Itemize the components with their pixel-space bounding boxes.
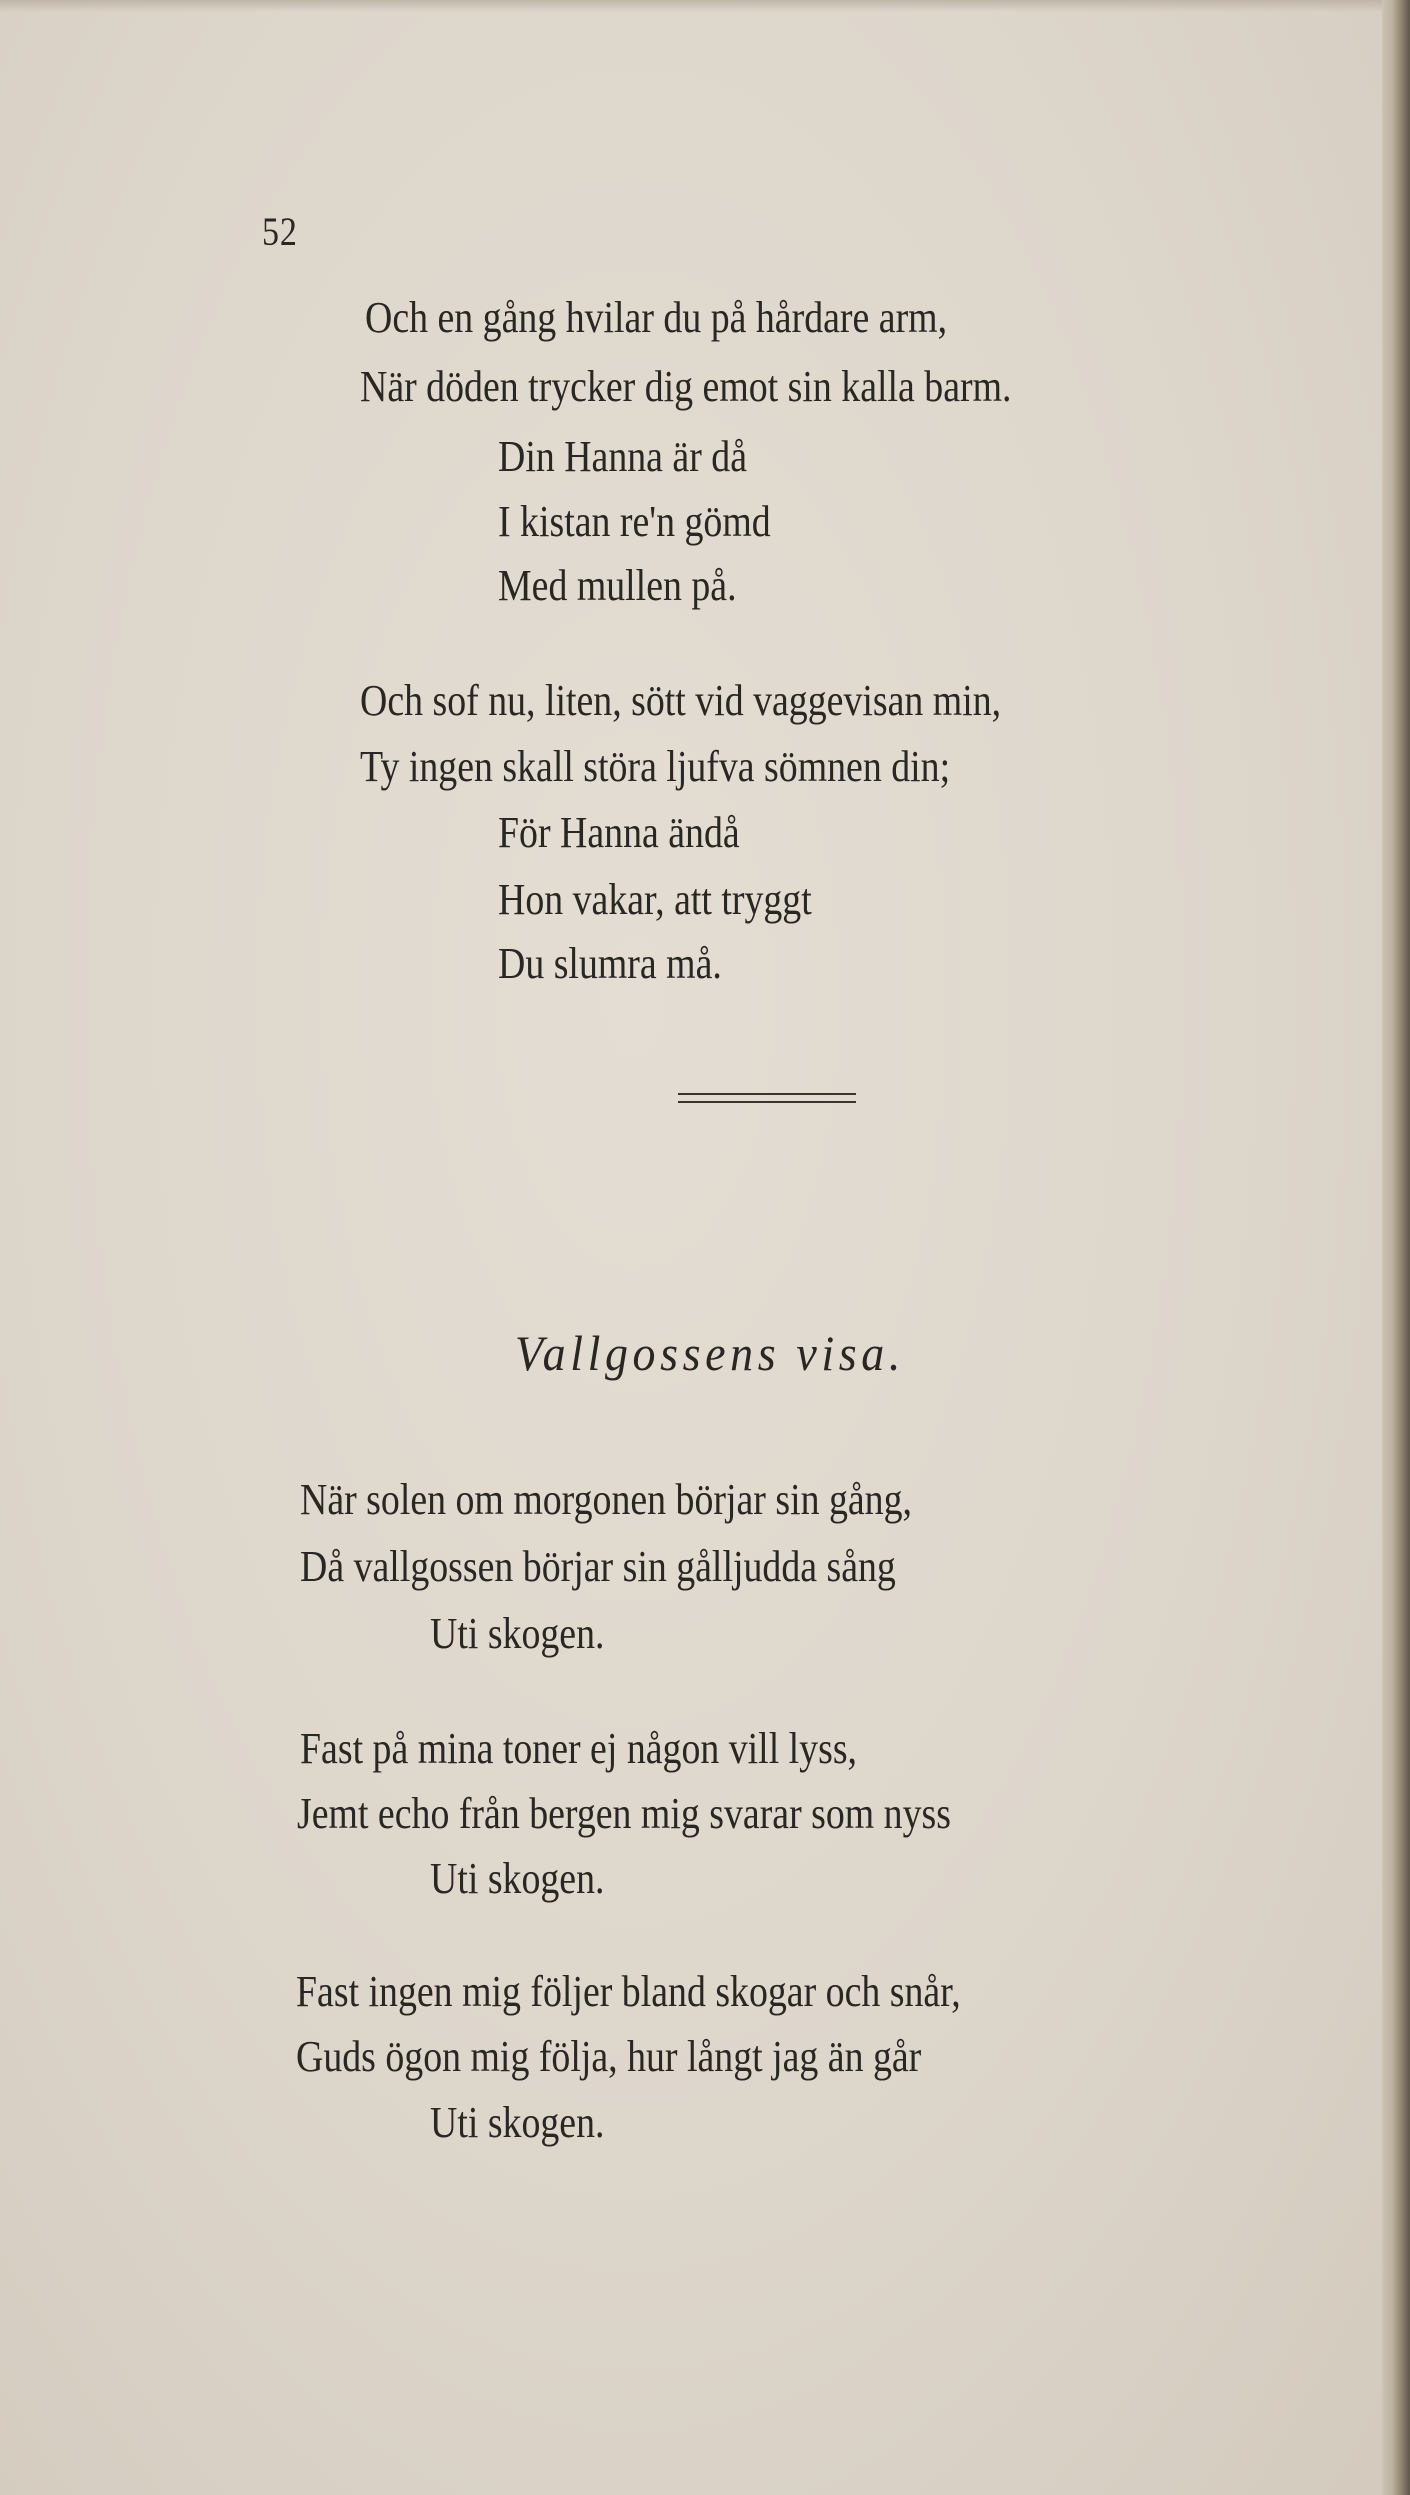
stanza-1-line-3: Din Hanna är då	[498, 432, 748, 481]
stanza-1-line-5: Med mullen på.	[498, 561, 737, 610]
stanza-2-line-1: Och sof nu, liten, sött vid vaggevisan min,	[360, 676, 1002, 725]
page-top-edge	[0, 0, 1410, 12]
song-stanza-3-line-2: Guds ögon mig följa, hur långt jag än går	[296, 2032, 922, 2081]
song-stanza-2-line-1: Fast på mina toner ej någon vill lyss,	[300, 1724, 858, 1773]
page-number: 52	[262, 209, 298, 254]
stanza-1-line-4: I kistan re'n gömd	[498, 497, 771, 546]
song-stanza-1-line-2: Då vallgossen börjar sin gålljudda sång	[300, 1542, 896, 1591]
stanza-2-line-2: Ty ingen skall störa ljufva sömnen din;	[360, 742, 951, 791]
song-stanza-1-line-1: När solen om morgonen börjar sin gång,	[300, 1475, 912, 1524]
song-stanza-2-line-3: Uti skogen.	[430, 1854, 605, 1903]
stanza-1-line-1: Och en gång hvilar du på hårdare arm,	[365, 293, 948, 342]
stanza-2-line-4: Hon vakar, att tryggt	[498, 875, 812, 924]
song-stanza-1-line-3: Uti skogen.	[430, 1609, 605, 1658]
song-stanza-3-line-3: Uti skogen.	[430, 2098, 605, 2147]
stanza-1-line-2: När döden trycker dig emot sin kalla barm.	[360, 362, 1012, 411]
song-stanza-3-line-1: Fast ingen mig följer bland skogar och snår,	[296, 1967, 961, 2016]
song-stanza-2-line-2: Jemt echo från bergen mig svarar som nyss	[297, 1789, 951, 1838]
stanza-2-line-5: Du slumra må.	[498, 939, 722, 988]
section-divider	[678, 1093, 856, 1103]
page-binding-edge	[1382, 0, 1410, 2495]
stanza-2-line-3: För Hanna ändå	[498, 808, 740, 857]
song-title: Vallgossens visa.	[515, 1325, 905, 1381]
